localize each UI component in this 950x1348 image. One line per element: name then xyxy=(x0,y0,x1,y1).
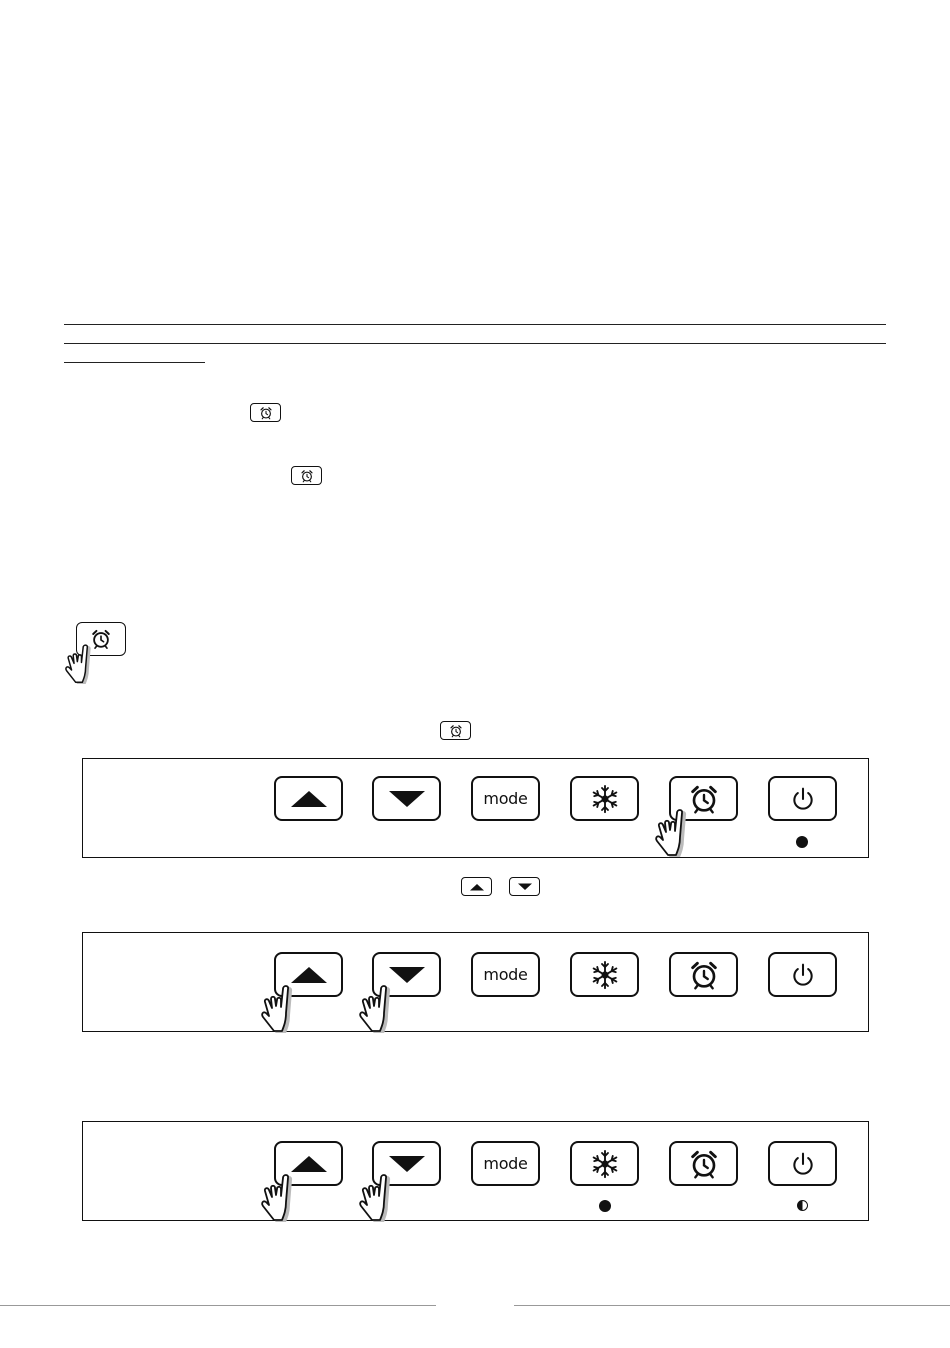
up-button[interactable] xyxy=(274,1141,343,1186)
timer-button[interactable] xyxy=(669,776,738,821)
cool-button[interactable] xyxy=(570,776,639,821)
alarm-clock-icon xyxy=(90,628,112,650)
up-button[interactable] xyxy=(274,776,343,821)
triangle-down-icon xyxy=(387,789,427,809)
power-icon xyxy=(790,962,816,988)
down-button[interactable] xyxy=(372,952,441,997)
alarm-clock-icon xyxy=(688,959,720,991)
inline-down-button xyxy=(509,877,540,896)
inline-up-button xyxy=(461,877,492,896)
mode-label: mode xyxy=(483,1154,528,1173)
footer-rule-left xyxy=(0,1305,436,1306)
timer-button-large xyxy=(76,622,126,656)
down-button[interactable] xyxy=(372,1141,441,1186)
snowflake-icon xyxy=(590,1149,620,1179)
inline-timer-button xyxy=(250,403,281,422)
mode-button[interactable] xyxy=(471,1141,540,1186)
power-button[interactable] xyxy=(768,776,837,821)
triangle-down-icon xyxy=(387,965,427,985)
mode-button[interactable] xyxy=(471,776,540,821)
mode-button[interactable] xyxy=(471,952,540,997)
header-rule-bottom xyxy=(64,343,886,344)
triangle-down-icon xyxy=(517,883,533,891)
alarm-clock-icon xyxy=(449,724,463,738)
cool-button[interactable] xyxy=(570,952,639,997)
header-rule-short xyxy=(64,362,205,363)
cool-indicator-led xyxy=(599,1200,611,1212)
down-button[interactable] xyxy=(372,776,441,821)
snowflake-icon xyxy=(590,960,620,990)
inline-timer-button xyxy=(440,721,471,740)
inline-timer-button xyxy=(291,466,322,485)
power-icon xyxy=(790,786,816,812)
footer-rule-right xyxy=(514,1305,950,1306)
alarm-clock-icon xyxy=(688,1148,720,1180)
mode-label: mode xyxy=(483,789,528,808)
alarm-clock-icon xyxy=(300,469,314,483)
triangle-down-icon xyxy=(387,1154,427,1174)
triangle-up-icon xyxy=(289,789,329,809)
power-indicator-led xyxy=(796,836,808,848)
snowflake-icon xyxy=(590,784,620,814)
up-button[interactable] xyxy=(274,952,343,997)
triangle-up-icon xyxy=(289,965,329,985)
power-indicator-led-blinking xyxy=(797,1200,808,1211)
alarm-clock-icon xyxy=(259,406,273,420)
timer-press-illustration xyxy=(56,620,131,686)
power-button[interactable] xyxy=(768,952,837,997)
header-rule-top xyxy=(64,324,886,325)
timer-button[interactable] xyxy=(669,952,738,997)
cool-button[interactable] xyxy=(570,1141,639,1186)
control-panel-3 xyxy=(82,1121,869,1221)
control-panel-1 xyxy=(82,758,869,858)
control-panel-2 xyxy=(82,932,869,1032)
triangle-up-icon xyxy=(289,1154,329,1174)
power-icon xyxy=(790,1151,816,1177)
triangle-up-icon xyxy=(469,883,485,891)
mode-label: mode xyxy=(483,965,528,984)
timer-button[interactable] xyxy=(669,1141,738,1186)
alarm-clock-icon xyxy=(688,783,720,815)
power-button[interactable] xyxy=(768,1141,837,1186)
